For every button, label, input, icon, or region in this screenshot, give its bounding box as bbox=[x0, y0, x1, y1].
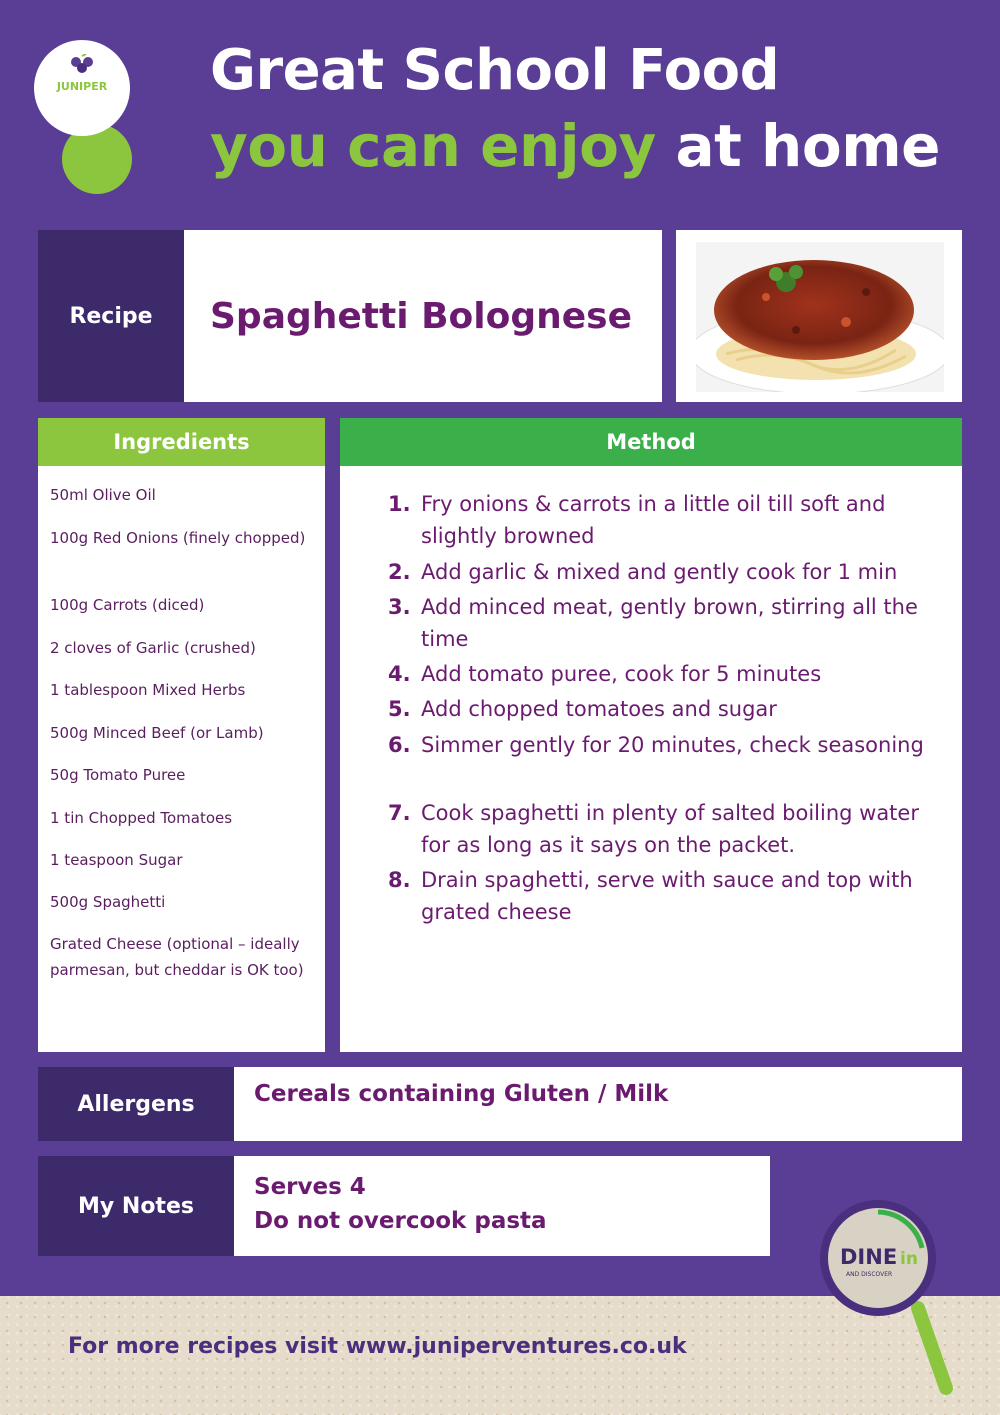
method-step bbox=[388, 693, 948, 725]
notes-line-1: Serves 4 bbox=[254, 1174, 366, 1200]
step-text: Drain spaghetti, serve with sauce and top with grated cheese bbox=[421, 868, 913, 924]
method-step bbox=[388, 864, 948, 928]
method-step bbox=[388, 488, 948, 552]
notes-label-box bbox=[38, 1156, 234, 1256]
allergens-label-box bbox=[38, 1067, 234, 1141]
step-text: Fry onions & carrots in a little oil till soft and slightly browned bbox=[421, 492, 886, 548]
step-number: 6. bbox=[388, 733, 411, 757]
step-number: 3. bbox=[388, 595, 411, 619]
headline-green-part: you can enjoy bbox=[210, 112, 656, 180]
recipe-label-box bbox=[38, 230, 184, 402]
dish-photo-frame bbox=[676, 230, 962, 402]
method-panel bbox=[340, 418, 962, 1052]
ingredient-item: 1 tin Chopped Tomatoes bbox=[50, 809, 233, 827]
step-text: Simmer gently for 20 minutes, check seasoning bbox=[421, 733, 924, 757]
ingredient-item: 2 cloves of Garlic (crushed) bbox=[50, 639, 256, 657]
method-step bbox=[388, 797, 948, 861]
step-number: 4. bbox=[388, 662, 411, 686]
logo-text: JUNIPER bbox=[56, 80, 108, 93]
dine-in-magnifier-icon bbox=[818, 1198, 968, 1398]
step-number: 8. bbox=[388, 868, 411, 892]
ingredient-item: Grated Cheese (optional – ideally parmesan, but cheddar is OK too) bbox=[50, 935, 304, 979]
step-text: Add garlic & mixed and gently cook for 1 min bbox=[421, 560, 898, 584]
step-text: Cook spaghetti in plenty of salted boiling water for as long as it says on the packet. bbox=[421, 801, 919, 857]
step-number: 5. bbox=[388, 697, 411, 721]
ingredients-heading: Ingredients bbox=[38, 418, 325, 466]
method-step bbox=[388, 658, 948, 690]
allergens-value: Cereals containing Gluten / Milk bbox=[254, 1081, 669, 1107]
juniper-logo bbox=[34, 40, 134, 160]
allergens-label: Allergens bbox=[77, 1091, 195, 1117]
method-step bbox=[388, 729, 948, 761]
method-heading: Method bbox=[340, 418, 962, 466]
badge-sub-text: AND DISCOVER bbox=[846, 1271, 893, 1278]
ingredient-item: 1 teaspoon Sugar bbox=[50, 851, 183, 869]
ingredient-item: 100g Red Onions (finely chopped) bbox=[50, 529, 306, 547]
footer-website-text: For more recipes visit www.juniperventures.co.uk bbox=[68, 1334, 687, 1359]
ingredients-panel bbox=[38, 418, 325, 1052]
step-text: Add chopped tomatoes and sugar bbox=[421, 697, 777, 721]
recipe-title-box bbox=[184, 230, 662, 402]
badge-dine-text: DINE bbox=[840, 1245, 898, 1269]
badge-in-text: in bbox=[900, 1249, 918, 1269]
notes-label: My Notes bbox=[78, 1193, 194, 1219]
step-text: Add tomato puree, cook for 5 minutes bbox=[421, 662, 822, 686]
ingredient-item: 50ml Olive Oil bbox=[50, 486, 156, 504]
recipe-title: Spaghetti Bolognese bbox=[210, 295, 632, 337]
step-text: Add minced meat, gently brown, stirring all the time bbox=[421, 595, 918, 651]
ingredient-item: 500g Minced Beef (or Lamb) bbox=[50, 724, 264, 742]
spaghetti-bolognese-photo bbox=[696, 242, 944, 392]
headline-white-part: at home bbox=[655, 112, 940, 180]
step-number: 2. bbox=[388, 560, 411, 584]
notes-value-box bbox=[234, 1156, 770, 1256]
allergens-value-box bbox=[234, 1067, 962, 1141]
recipe-label: Recipe bbox=[69, 303, 153, 329]
berries-icon bbox=[64, 54, 100, 74]
method-step bbox=[388, 556, 948, 588]
step-number: 7. bbox=[388, 801, 411, 825]
step-number: 1. bbox=[388, 492, 411, 516]
headline-line-2 bbox=[210, 112, 940, 180]
headline-line-1: Great School Food bbox=[210, 38, 780, 103]
ingredient-item: 500g Spaghetti bbox=[50, 893, 166, 911]
notes-line-2: Do not overcook pasta bbox=[254, 1208, 547, 1234]
ingredient-item: 50g Tomato Puree bbox=[50, 766, 186, 784]
method-step bbox=[388, 591, 948, 655]
ingredient-item: 1 tablespoon Mixed Herbs bbox=[50, 681, 246, 699]
ingredient-item: 100g Carrots (diced) bbox=[50, 596, 205, 614]
